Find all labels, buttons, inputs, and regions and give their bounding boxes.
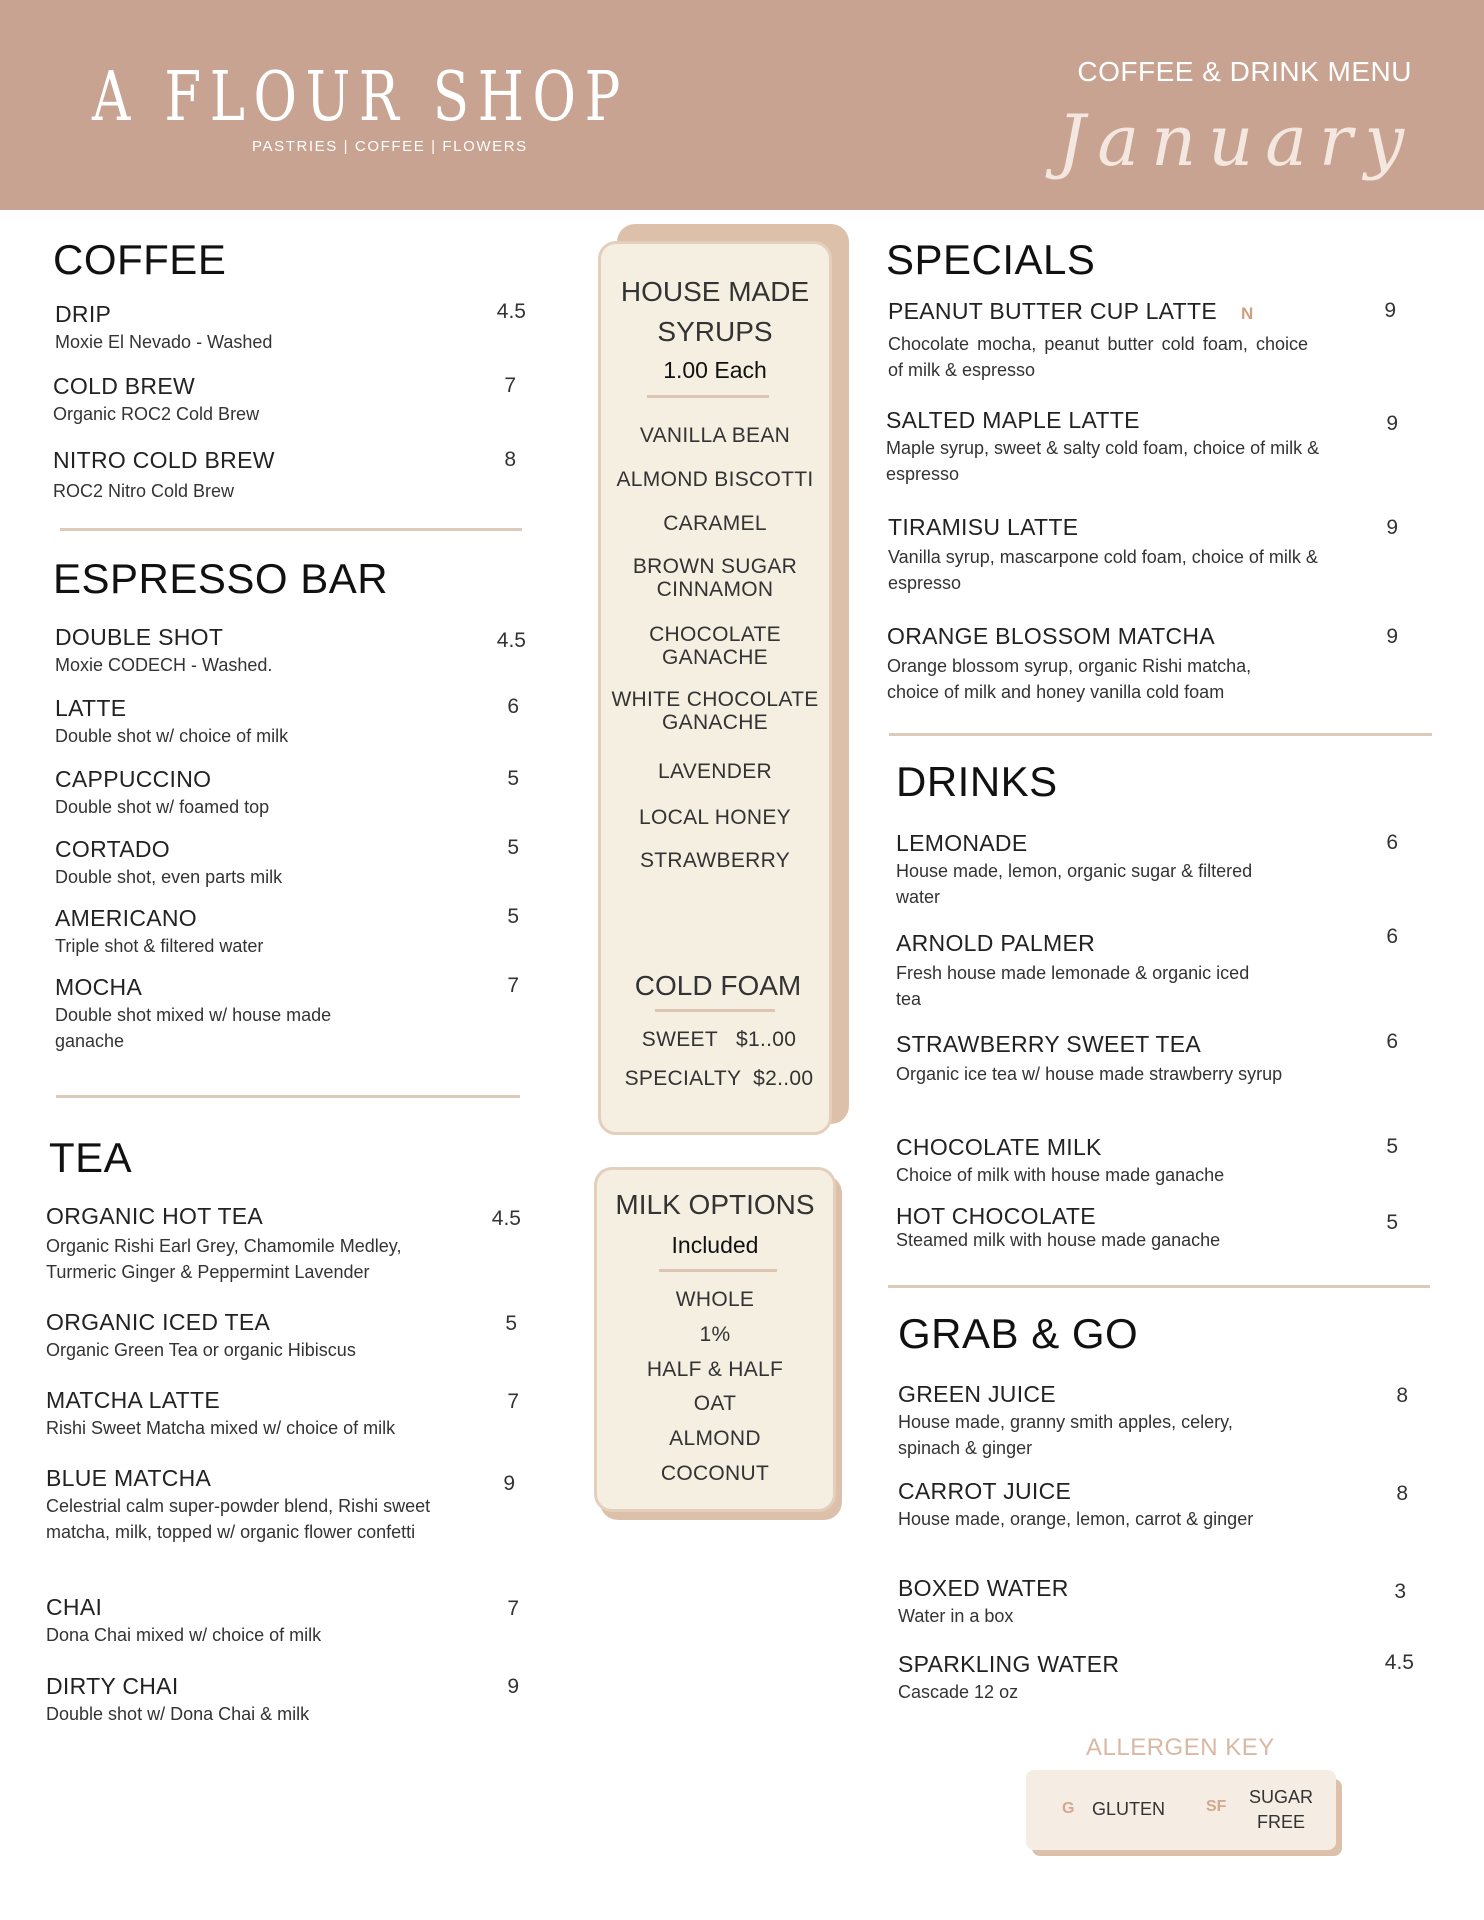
- menu-item: [46, 1592, 466, 1648]
- item-desc: Dona Chai mixed w/ choice of milk: [46, 1625, 322, 1645]
- syrup-option: ALMOND BISCOTTI: [616, 468, 814, 491]
- item-name: BLUE MATCHA: [46, 1465, 212, 1491]
- item-price: 9: [1386, 412, 1398, 435]
- menu-item: [898, 1379, 1298, 1461]
- menu-item: [55, 903, 475, 959]
- item-name: NITRO COLD BREW: [53, 447, 275, 473]
- menu-item: [46, 1307, 466, 1363]
- menu-item: [898, 1573, 1298, 1629]
- item-desc: Double shot w/ choice of milk: [55, 726, 289, 746]
- syrup-option: STRAWBERRY: [639, 849, 791, 872]
- item-name: AMERICANO: [55, 905, 197, 931]
- item-desc: Triple shot & filtered water: [55, 936, 264, 956]
- item-price: 8: [1396, 1482, 1408, 1505]
- item-price: 7: [507, 974, 519, 997]
- section-title-grab-go: GRAB & GO: [898, 1310, 1139, 1357]
- menu-item: [896, 928, 1266, 1012]
- item-price: 6: [1386, 1030, 1398, 1053]
- cold-foam-specialty: SPECIALTY $2..00: [624, 1067, 814, 1090]
- menu-item: [896, 1132, 1316, 1188]
- section-title-coffee: COFFEE: [53, 236, 227, 283]
- syrup-option: WHITE CHOCOLATE GANACHE: [611, 688, 819, 734]
- gluten-label: GLUTEN: [1092, 1799, 1166, 1819]
- item-name: CHAI: [46, 1594, 103, 1620]
- item-desc: Steamed milk with house made ganache: [896, 1230, 1221, 1250]
- item-desc: Maple syrup, sweet & salty cold foam, choice of milk & espresso: [886, 438, 1320, 484]
- item-desc: ROC2 Nitro Cold Brew: [53, 481, 235, 501]
- milk-option: ALMOND: [669, 1427, 761, 1450]
- item-desc: Double shot mixed w/ house made ganache: [55, 1005, 332, 1051]
- item-price: 9: [507, 1675, 519, 1698]
- item-desc: Cascade 12 oz: [898, 1682, 1019, 1702]
- item-desc: Organic ice tea w/ house made strawberry syrup: [896, 1064, 1283, 1084]
- item-price: 5: [507, 905, 519, 928]
- item-name: HOT CHOCOLATE: [896, 1203, 1096, 1229]
- item-price: 5: [505, 1312, 517, 1335]
- milk-option: COCONUT: [660, 1462, 770, 1485]
- menu-item: [55, 299, 475, 355]
- syrup-option: BROWN SUGAR CINNAMON: [632, 555, 798, 601]
- syrup-option: VANILLA BEAN: [639, 424, 791, 447]
- milk-panel: [594, 1167, 836, 1512]
- item-price: 9: [503, 1472, 515, 1495]
- section-title-espresso: ESPRESSO BAR: [53, 555, 389, 602]
- item-desc: Orange blossom syrup, organic Rishi matcha, choice of milk and honey vanilla cold foam: [887, 656, 1252, 702]
- item-name: ORGANIC ICED TEA: [46, 1309, 271, 1335]
- section-title-tea: TEA: [49, 1134, 133, 1181]
- panel-divider: [659, 1269, 777, 1272]
- item-desc: Moxie CODECH - Washed.: [55, 655, 273, 675]
- menu-item: [46, 1671, 466, 1727]
- item-name: ARNOLD PALMER: [896, 930, 1096, 956]
- item-name: CAPPUCCINO: [55, 766, 212, 792]
- item-price: 9: [1384, 299, 1396, 322]
- divider: [888, 1285, 1430, 1288]
- menu-item: [46, 1385, 476, 1441]
- month-script: January: [1057, 100, 1416, 182]
- allergen-badge: N: [1240, 304, 1254, 323]
- item-price: 8: [1396, 1384, 1408, 1407]
- item-price: 4.5: [491, 1207, 521, 1230]
- item-price: 7: [507, 1390, 519, 1413]
- logo: [92, 58, 629, 155]
- menu-item: [887, 621, 1307, 705]
- item-price: 6: [1386, 831, 1398, 854]
- item-desc: Vanilla syrup, mascarpone cold foam, choice of milk & espresso: [888, 547, 1318, 593]
- menu-title: COFFEE & DRINK MENU: [1077, 56, 1412, 87]
- item-price: 6: [507, 695, 519, 718]
- panel-divider: [647, 395, 769, 398]
- menu-item: [46, 1201, 466, 1285]
- item-price: 7: [507, 1597, 519, 1620]
- item-price: 5: [507, 836, 519, 859]
- item-desc: Choice of milk with house made ganache: [896, 1165, 1225, 1185]
- item-price: 8: [504, 448, 516, 471]
- menu-item: [888, 296, 1308, 383]
- sugar-free-label: SUGAR FREE: [1248, 1787, 1313, 1832]
- header-banner: [0, 0, 1484, 210]
- item-name: ORANGE BLOSSOM MATCHA: [887, 623, 1215, 649]
- item-name: BOXED WATER: [898, 1575, 1069, 1601]
- syrups-price-note: 1.00 Each: [663, 357, 767, 383]
- syrup-option: LOCAL HONEY: [639, 806, 791, 829]
- menu-item: [896, 828, 1256, 910]
- cold-foam-title: COLD FOAM: [634, 970, 802, 1001]
- item-desc: Double shot w/ foamed top: [55, 797, 270, 817]
- item-desc: Double shot w/ Dona Chai & milk: [46, 1704, 310, 1724]
- item-name: GREEN JUICE: [898, 1381, 1056, 1407]
- syrups-panel: [598, 241, 832, 1135]
- menu-item: [55, 622, 475, 678]
- milk-option: OAT: [693, 1392, 737, 1415]
- item-name: MATCHA LATTE: [46, 1387, 220, 1413]
- menu-item: [46, 1463, 446, 1545]
- item-desc: Organic Green Tea or organic Hibiscus: [46, 1340, 356, 1360]
- syrup-option: LAVENDER: [657, 760, 773, 783]
- item-desc: Celestrial calm super-powder blend, Rishi sweet matcha, milk, topped w/ organic flower confetti: [46, 1496, 431, 1542]
- menu-item: [53, 371, 473, 427]
- menu-item: [898, 1476, 1258, 1532]
- sugar-free-code: SF: [1206, 1798, 1227, 1815]
- item-name: MOCHA: [55, 974, 143, 1000]
- menu-item: [55, 834, 475, 890]
- item-desc: House made, orange, lemon, carrot & ginger: [898, 1509, 1254, 1529]
- menu-item: [896, 1029, 1306, 1087]
- item-desc: Fresh house made lemonade & organic iced tea: [896, 963, 1250, 1009]
- allergen-key-box: [1026, 1770, 1336, 1850]
- menu-item: [53, 445, 473, 504]
- item-name: SPARKLING WATER: [898, 1651, 1120, 1677]
- item-price: 5: [507, 767, 519, 790]
- item-price: 5: [1386, 1211, 1398, 1234]
- item-desc: Chocolate mocha, peanut butter cold foam, choice of milk & espresso: [888, 334, 1308, 380]
- logo-wordmark: A FLOUR SHOP: [92, 58, 629, 137]
- milk-option: HALF & HALF: [646, 1358, 784, 1381]
- item-price: 9: [1386, 516, 1398, 539]
- item-name: PEANUT BUTTER CUP LATTE N: [888, 298, 1254, 324]
- menu-item: [888, 512, 1318, 596]
- item-price: 3: [1394, 1580, 1406, 1603]
- item-price: 7: [504, 374, 516, 397]
- item-name: CORTADO: [55, 836, 170, 862]
- item-name: LEMONADE: [896, 830, 1028, 856]
- item-desc: Organic Rishi Earl Grey, Chamomile Medley, Turmeric Ginger & Peppermint Lavender: [46, 1236, 402, 1282]
- item-desc: Rishi Sweet Matcha mixed w/ choice of milk: [46, 1418, 396, 1438]
- item-name: COLD BREW: [53, 373, 195, 399]
- milk-options-title: MILK OPTIONS: [615, 1189, 815, 1220]
- item-name: ORGANIC HOT TEA: [46, 1203, 264, 1229]
- item-desc: Organic ROC2 Cold Brew: [53, 404, 260, 424]
- menu-item: [898, 1649, 1298, 1705]
- item-name: TIRAMISU LATTE: [888, 514, 1079, 540]
- item-desc: Water in a box: [898, 1606, 1014, 1626]
- item-price: 4.5: [496, 300, 526, 323]
- syrups-title-line2: SYRUPS: [657, 316, 773, 347]
- item-name: DRIP: [55, 301, 112, 327]
- menu-item: [55, 972, 345, 1054]
- item-desc: House made, lemon, organic sugar & filtered water: [896, 861, 1253, 907]
- syrup-option: CARAMEL: [663, 512, 767, 535]
- menu-item: [886, 405, 1326, 487]
- item-desc: Double shot, even parts milk: [55, 867, 283, 887]
- section-title-drinks: DRINKS: [896, 758, 1058, 805]
- logo-tagline: PASTRIES | COFFEE | FLOWERS: [252, 138, 528, 155]
- divider: [60, 528, 522, 531]
- item-name: STRAWBERRY SWEET TEA: [896, 1031, 1202, 1057]
- item-name: DOUBLE SHOT: [55, 624, 224, 650]
- item-price: 9: [1386, 625, 1398, 648]
- milk-option: 1%: [699, 1323, 731, 1346]
- item-desc: House made, granny smith apples, celery, spinach & ginger: [898, 1412, 1233, 1458]
- item-price: 4.5: [1384, 1651, 1414, 1674]
- milk-included-note: Included: [671, 1232, 759, 1258]
- item-price: 6: [1386, 925, 1398, 948]
- menu-item: [55, 764, 475, 820]
- gluten-code: G: [1062, 1800, 1075, 1817]
- divider: [56, 1095, 520, 1098]
- milk-option: WHOLE: [675, 1288, 755, 1311]
- panel-divider: [655, 1009, 775, 1012]
- item-name: DIRTY CHAI: [46, 1673, 179, 1699]
- item-price: 4.5: [496, 629, 526, 652]
- menu-item: [55, 693, 475, 749]
- item-name: LATTE: [55, 695, 127, 721]
- allergen-key-title: ALLERGEN KEY: [1086, 1734, 1275, 1761]
- item-price: 5: [1386, 1135, 1398, 1158]
- syrups-title-line1: HOUSE MADE: [620, 276, 810, 307]
- syrup-option: CHOCOLATE GANACHE: [649, 623, 781, 669]
- divider: [889, 733, 1432, 736]
- item-name: SALTED MAPLE LATTE: [886, 407, 1140, 433]
- cold-foam-sweet: SWEET $1..00: [641, 1028, 797, 1051]
- menu-item: [896, 1201, 1316, 1253]
- item-name: CARROT JUICE: [898, 1478, 1072, 1504]
- section-title-specials: SPECIALS: [886, 236, 1096, 283]
- item-desc: Moxie El Nevado - Washed: [55, 332, 273, 352]
- item-name: CHOCOLATE MILK: [896, 1134, 1102, 1160]
